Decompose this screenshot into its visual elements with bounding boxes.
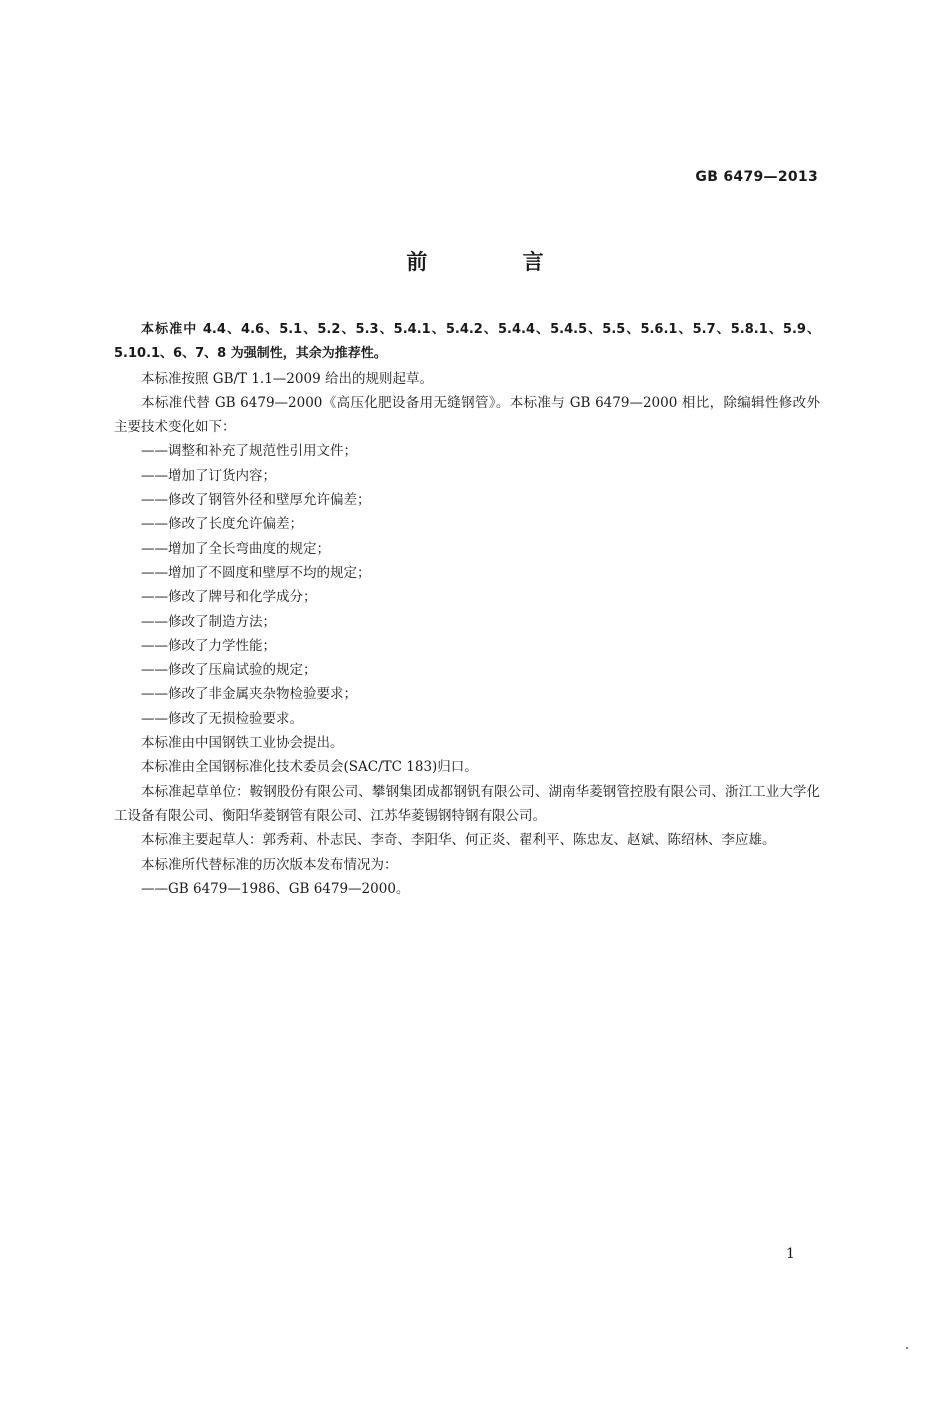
list-item: ——GB 6479—1986、GB 6479—2000。 bbox=[141, 880, 410, 897]
history-intro-paragraph: 本标准所代替标准的历次版本发布情况为： bbox=[141, 856, 398, 873]
list-item: ——修改了牌号和化学成分； bbox=[141, 589, 317, 606]
history-list bbox=[114, 877, 820, 901]
list-item: ——增加了不圆度和壁厚不均的规定； bbox=[141, 564, 371, 581]
page-title: 前 言 bbox=[406, 250, 588, 274]
list-item: ——修改了制造方法； bbox=[141, 613, 276, 630]
proposed-by-paragraph: 本标准由中国钢铁工业协会提出。 bbox=[141, 735, 344, 752]
technical-changes-list bbox=[114, 439, 820, 731]
managed-by-paragraph: 本标准由全国钢标准化技术委员会(SAC/TC 183)归口。 bbox=[141, 759, 478, 776]
drafting-units-paragraph: 本标准起草单位：鞍钢股份有限公司、攀钢集团成都钢钒有限公司、湖南华菱钢管控股有限公司、浙江工业大学化工设备有限公司、衡阳华菱钢管有限公司、江苏华菱锡钢特钢有限公司。 bbox=[114, 783, 820, 824]
page-number: 1 bbox=[786, 1246, 795, 1262]
list-item: ——修改了钢管外径和壁厚允许偏差； bbox=[141, 492, 371, 509]
scan-dot bbox=[906, 1347, 908, 1349]
mandatory-clauses-paragraph: 本标准中 4.4、4.6、5.1、5.2、5.3、5.4.1、5.4.2、5.4.4、5.4.5、5.5、5.6.1、5.7、5.8.1、5.9、5.10.1、6、7、8 为强制性，其余为推荐性。 bbox=[114, 322, 820, 362]
list-item: ——修改了压扁试验的规定； bbox=[141, 662, 317, 679]
drafting-rules-paragraph: 本标准按照 GB/T 1.1—2009 给出的规则起草。 bbox=[141, 370, 433, 387]
list-item: ——修改了长度允许偏差； bbox=[141, 516, 303, 533]
list-item: ——修改了非金属夹杂物检验要求； bbox=[141, 686, 357, 703]
standard-number: GB 6479—2013 bbox=[695, 169, 818, 185]
list-item: ——修改了无损检验要求。 bbox=[141, 710, 303, 727]
foreword-body bbox=[114, 318, 820, 901]
list-item: ——增加了订货内容； bbox=[141, 467, 276, 484]
replaces-paragraph: 本标准代替 GB 6479—2000《高压化肥设备用无缝钢管》。本标准与 GB 6479—2000 相比，除编辑性修改外主要技术变化如下： bbox=[114, 394, 820, 436]
list-item: ——调整和补充了规范性引用文件； bbox=[141, 443, 357, 460]
list-item: ——修改了力学性能； bbox=[141, 637, 276, 654]
list-item: ——增加了全长弯曲度的规定； bbox=[141, 540, 330, 557]
drafters-paragraph: 本标准主要起草人：郭秀莉、朴志民、李奇、李阳华、何正炎、翟利平、陈忠友、赵斌、陈绍林、李应雄。 bbox=[141, 832, 776, 849]
